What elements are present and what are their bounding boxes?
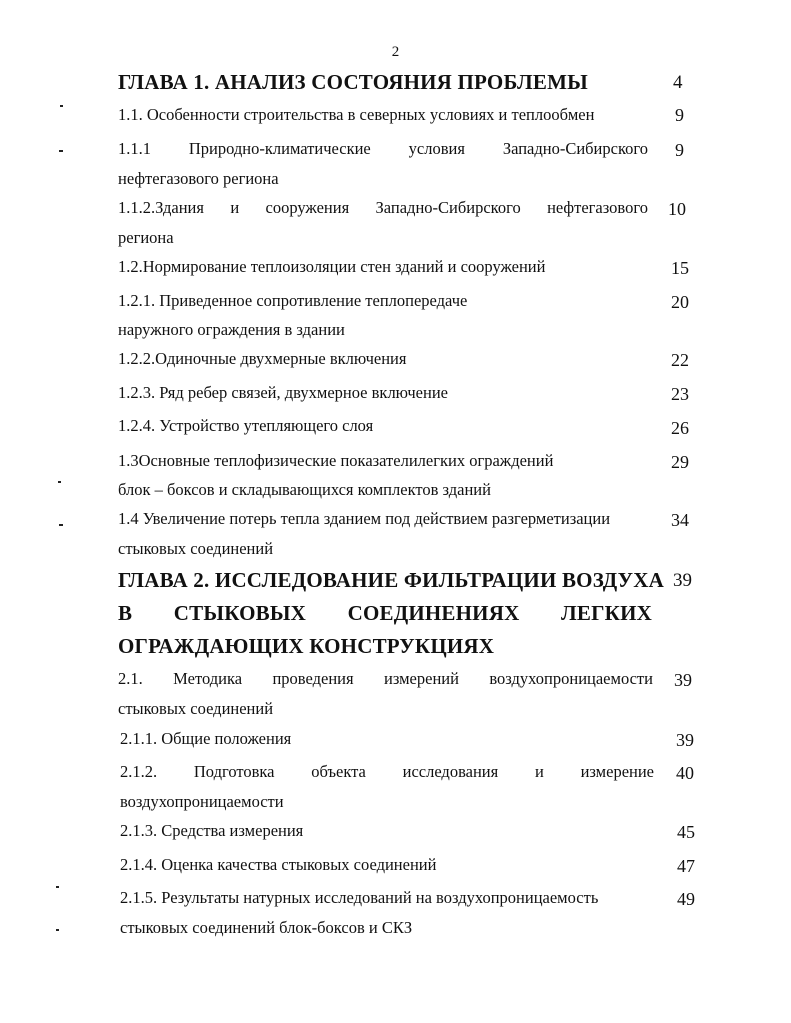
toc-2-1-page: 39: [674, 670, 692, 690]
toc-word: и: [534, 762, 544, 781]
toc-1-3-page: 29: [671, 452, 689, 472]
toc-1-2-page: 15: [671, 258, 689, 278]
toc-1-1-2-page: 10: [668, 199, 686, 219]
toc-1-4-line1: 1.4 Увеличение потерь тепла зданием под действием разгерметизации: [118, 509, 611, 528]
toc-2-1-2-page: 40: [676, 763, 694, 783]
scan-mark: [59, 524, 63, 526]
toc-1-1-page: 9: [675, 105, 684, 125]
toc-1-3-line2: блок – боксов и складывающихся комплектов зданий: [118, 480, 491, 499]
toc-2-1-4-title: 2.1.4. Оценка качества стыковых соединений: [120, 855, 437, 874]
toc-1-2-4-page: 26: [671, 418, 689, 438]
toc-word: объекта: [311, 762, 366, 781]
toc-word: сооружения: [265, 198, 350, 217]
toc-word: Природно-климатические: [188, 139, 371, 158]
toc-word: СТЫКОВЫХ: [173, 601, 307, 625]
toc-1-1-2-line1: [118, 200, 648, 217]
toc-2-1-2-line1: [120, 764, 654, 781]
toc-2-1-3-title: 2.1.3. Средства измерения: [120, 821, 304, 840]
toc-1-1-1-line2: нефтегазового региона: [118, 169, 279, 188]
chapter-2-title-line2: [118, 603, 652, 624]
toc-word: Западно-Сибирского: [375, 198, 521, 217]
toc-word: проведения: [272, 669, 354, 688]
toc-1-2-3-page: 23: [671, 384, 689, 404]
toc-2-1-1-title: 2.1.1. Общие положения: [120, 729, 292, 748]
toc-word: измерение: [580, 762, 654, 781]
scan-mark: [59, 150, 63, 152]
toc-1-1-2-line2: региона: [118, 228, 174, 247]
toc-word: Методика: [173, 669, 243, 688]
toc-2-1-line2: стыковых соединений: [118, 699, 274, 718]
toc-word: 1.1.1: [118, 139, 151, 158]
toc-word: Западно-Сибирского: [502, 139, 648, 158]
toc-1-3-line1: 1.3Основные теплофизические показателилегких ограждений: [118, 451, 554, 470]
chapter-2-title-line1: ГЛАВА 2. ИССЛЕДОВАНИЕ ФИЛЬТРАЦИИ ВОЗДУХА: [118, 568, 664, 592]
toc-2-1-1-page: 39: [676, 730, 694, 750]
toc-1-2-1-line2: наружного ограждения в здании: [118, 320, 345, 339]
toc-1-4-page: 34: [671, 510, 689, 530]
chapter-2-title-line3: ОГРАЖДАЮЩИХ КОНСТРУКЦИЯХ: [118, 634, 495, 658]
toc-word: 2.1.: [118, 669, 143, 688]
toc-word: ЛЕГКИХ: [561, 601, 652, 625]
toc-1-2-1-page: 20: [671, 292, 689, 312]
toc-1-1-1-line1: [118, 141, 648, 158]
toc-2-1-5-line2: стыковых соединений блок-боксов и СКЗ: [120, 918, 413, 937]
scan-mark: [58, 481, 61, 483]
toc-1-2-title: 1.2.Нормирование теплоизоляции стен зданий и сооружений: [118, 257, 546, 276]
toc-word: условия: [408, 139, 465, 158]
toc-word: 1.1.2.Здания: [118, 198, 204, 217]
toc-word: СОЕДИНЕНИЯХ: [347, 601, 520, 625]
chapter-1-title: ГЛАВА 1. АНАЛИЗ СОСТОЯНИЯ ПРОБЛЕМЫ: [118, 70, 588, 94]
toc-word: исследования: [402, 762, 499, 781]
chapter-2-page: 39: [673, 570, 692, 591]
toc-1-4-line2: стыковых соединений: [118, 539, 274, 558]
toc-word: нефтегазового: [547, 198, 648, 217]
chapter-1-page: 4: [673, 72, 683, 93]
toc-1-2-2-page: 22: [671, 350, 689, 370]
toc-1-2-3-title: 1.2.3. Ряд ребер связей, двухмерное включение: [118, 383, 448, 402]
toc-2-1-2-line2: воздухопроницаемости: [120, 792, 284, 811]
toc-1-2-2-title: 1.2.2.Одиночные двухмерные включения: [118, 349, 407, 368]
toc-word: Подготовка: [193, 762, 275, 781]
toc-word: 2.1.2.: [120, 762, 158, 781]
toc-1-2-1-line1: 1.2.1. Приведенное сопротивление теплопередаче: [118, 291, 468, 310]
toc-2-1-5-line1: 2.1.5. Результаты натурных исследований на воздухопроницаемость: [120, 888, 599, 907]
toc-word: воздухопроницаемости: [489, 669, 653, 688]
page-number: 2: [391, 44, 400, 60]
toc-word: и: [230, 198, 240, 217]
scan-mark: [56, 929, 59, 931]
scan-mark: [56, 886, 59, 888]
toc-2-1-line1: [118, 671, 653, 688]
toc-word: В: [118, 601, 133, 625]
toc-1-1-1-page: 9: [675, 140, 684, 160]
toc-1-1-title: 1.1. Особенности строительства в северных условиях и теплообмен: [118, 105, 595, 124]
toc-word: измерений: [384, 669, 459, 688]
scan-mark: [60, 105, 63, 107]
toc-1-2-4-title: 1.2.4. Устройство утепляющего слоя: [118, 416, 374, 435]
toc-2-1-4-page: 47: [677, 856, 695, 876]
toc-2-1-5-page: 49: [677, 889, 695, 909]
toc-2-1-3-page: 45: [677, 822, 695, 842]
